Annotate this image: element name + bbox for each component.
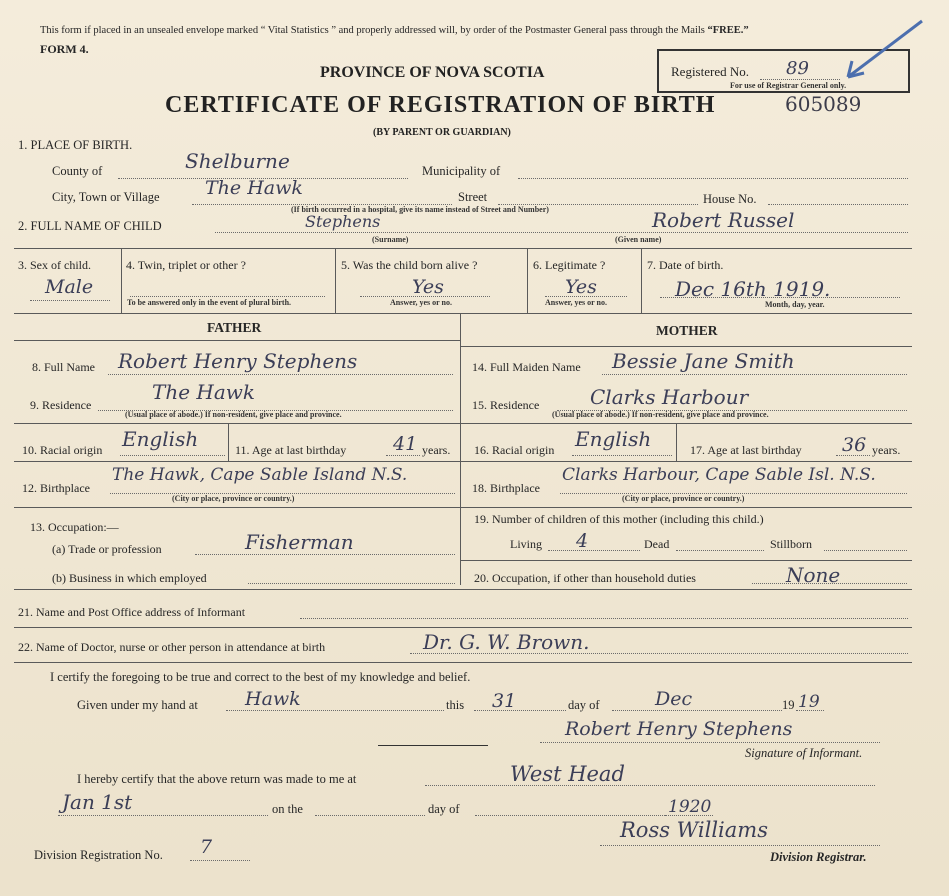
legitimate-note: Answer, yes or no. <box>545 298 608 307</box>
this-label: this <box>446 698 465 712</box>
given-caption: (Given name) <box>615 235 662 244</box>
sex-label: 3. Sex of child. <box>18 258 91 272</box>
father-age-value: 41 <box>393 433 418 455</box>
certificate-title: CERTIFICATE OF REGISTRATION OF BIRTH <box>165 92 716 118</box>
given-under-label: Given under my hand at <box>77 698 198 712</box>
father-racial-value: English <box>122 427 199 451</box>
given-year-value: 19 <box>798 692 820 712</box>
mother-residence-note: (Usual place of abode.) If non-resident, give place and province. <box>552 410 769 419</box>
father-name-label: 8. Full Name <box>32 360 95 374</box>
legitimate-label: 6. Legitimate ? <box>533 258 606 272</box>
province-title: PROVINCE OF NOVA SCOTIA <box>320 64 545 81</box>
street-label: Street <box>458 190 488 204</box>
registrar-year: 1920 <box>668 797 712 817</box>
given-day-value: 31 <box>492 690 517 712</box>
postal-notice-text: This form if placed in an unsealed envelope marked “ Vital Statistics ” and properly addressed will, by order of the Postmaster General pass through the Mails <box>40 25 705 36</box>
father-name-value: Robert Henry Stephens <box>118 349 358 373</box>
stillborn-label: Stillborn <box>770 537 813 551</box>
registrar-signature: Ross Williams <box>620 818 768 842</box>
mother-name-value: Bessie Jane Smith <box>612 349 795 373</box>
father-racial-label: 10. Racial origin <box>22 443 103 457</box>
doctor-value: Dr. G. W. Brown. <box>423 630 590 654</box>
street-note: (If birth occurred in a hospital, give its name instead of Street and Number) <box>291 205 549 214</box>
county-label: County of <box>52 164 103 178</box>
child-name-label: 2. FULL NAME OF CHILD <box>18 219 162 233</box>
dob-value: Dec 16th 1919. <box>675 277 831 301</box>
mother-age-value: 36 <box>842 434 867 456</box>
day-of-label: day of <box>568 698 600 712</box>
mother-age-label: 17. Age at last birthday <box>690 443 802 457</box>
twin-label: 4. Twin, triplet or other ? <box>126 258 246 272</box>
father-heading: FATHER <box>207 320 262 335</box>
municipality-label: Municipality of <box>422 164 501 178</box>
mother-residence-label: 15. Residence <box>472 398 540 412</box>
alive-note: Answer, yes or no. <box>390 298 453 307</box>
mother-occupation-label: 20. Occupation, if other than household duties <box>474 571 696 585</box>
given-year-prefix: 19 <box>782 698 795 712</box>
business-label: (b) Business in which employed <box>52 571 207 585</box>
father-birthplace-value: The Hawk, Cape Sable Island N.S. <box>112 465 408 485</box>
registrar-place-value: West Head <box>510 762 625 786</box>
father-birthplace-label: 12. Birthplace <box>22 481 90 495</box>
mother-birthplace-label: 18. Birthplace <box>472 481 540 495</box>
father-age-years: years. <box>422 443 451 457</box>
trade-label: (a) Trade or profession <box>52 542 162 556</box>
father-birthplace-note: (City or place, province or country.) <box>172 494 295 503</box>
division-registrar-caption: Division Registrar. <box>770 850 867 864</box>
informant-signature-caption: Signature of Informant. <box>745 746 863 760</box>
division-registration-label: Division Registration No. <box>34 848 163 862</box>
mother-racial-value: English <box>575 427 652 451</box>
given-place-value: Hawk <box>245 688 301 710</box>
stamp-number: 605089 <box>785 92 862 116</box>
mother-birthplace-note: (City or place, province or country.) <box>622 494 745 503</box>
father-residence-value: The Hawk <box>152 380 256 404</box>
child-surname: Stephens <box>305 212 381 231</box>
mother-age-years: years. <box>872 443 901 457</box>
mother-occupation-value: None <box>786 563 841 587</box>
registrar-date-value: Jan 1st <box>62 790 133 814</box>
postal-notice <box>40 25 749 36</box>
mother-name-label: 14. Full Maiden Name <box>472 360 581 374</box>
legitimate-value: Yes <box>565 276 597 298</box>
father-age-label: 11. Age at last birthday <box>235 443 347 457</box>
city-label: City, Town or Village <box>52 190 160 204</box>
dob-note: Month, day, year. <box>765 300 825 309</box>
twin-note: To be answered only in the event of plural birth. <box>127 298 292 307</box>
alive-value: Yes <box>412 276 444 298</box>
father-residence-note: (Usual place of abode.) If non-resident, give place and province. <box>125 410 342 419</box>
postal-free-label: “FREE.” <box>707 25 749 36</box>
trade-value: Fisherman <box>245 530 354 554</box>
given-month-value: Dec <box>655 688 693 710</box>
doctor-label: 22. Name of Doctor, nurse or other person in attendance at birth <box>18 640 326 654</box>
city-value: The Hawk <box>205 177 303 199</box>
living-value: 4 <box>576 530 589 552</box>
mother-racial-label: 16. Racial origin <box>474 443 555 457</box>
alive-label: 5. Was the child born alive ? <box>341 258 478 272</box>
sex-value: Male <box>45 276 94 298</box>
pencil-check-mark <box>838 15 928 85</box>
dead-label: Dead <box>644 537 670 551</box>
registered-label: Registered No. <box>671 64 749 79</box>
mother-heading: MOTHER <box>656 323 718 338</box>
county-value: Shelburne <box>185 149 290 173</box>
registered-number: 89 <box>786 58 809 79</box>
children-count-label: 19. Number of children of this mother (including this child.) <box>474 512 764 526</box>
child-given-name: Robert Russel <box>652 208 795 232</box>
house-label: House No. <box>703 192 757 206</box>
father-residence-label: 9. Residence <box>30 398 92 412</box>
mother-residence-value: Clarks Harbour <box>590 385 749 409</box>
registrar-day-of: day of <box>428 802 460 816</box>
dob-label: 7. Date of birth. <box>647 258 724 272</box>
informant-certification: I certify the foregoing to be true and correct to the best of my knowledge and belief. <box>50 670 471 684</box>
informant-signature: Robert Henry Stephens <box>565 718 793 740</box>
registrar-certification: I hereby certify that the above return was made to me at <box>77 772 357 786</box>
registrar-use-note: For use of Registrar General only. <box>730 81 847 90</box>
living-label: Living <box>510 537 542 551</box>
division-registration-value: 7 <box>200 836 213 858</box>
occupation-label: 13. Occupation:— <box>30 520 119 534</box>
place-of-birth-heading: 1. PLACE OF BIRTH. <box>18 138 133 152</box>
form-number: FORM 4. <box>40 42 89 56</box>
informant-label: 21. Name and Post Office address of Informant <box>18 605 246 619</box>
registrar-on-the: on the <box>272 802 303 816</box>
certificate-subtitle: (BY PARENT OR GUARDIAN) <box>373 127 511 138</box>
mother-birthplace-value: Clarks Harbour, Cape Sable Isl. N.S. <box>562 465 876 485</box>
surname-caption: (Surname) <box>372 235 409 244</box>
